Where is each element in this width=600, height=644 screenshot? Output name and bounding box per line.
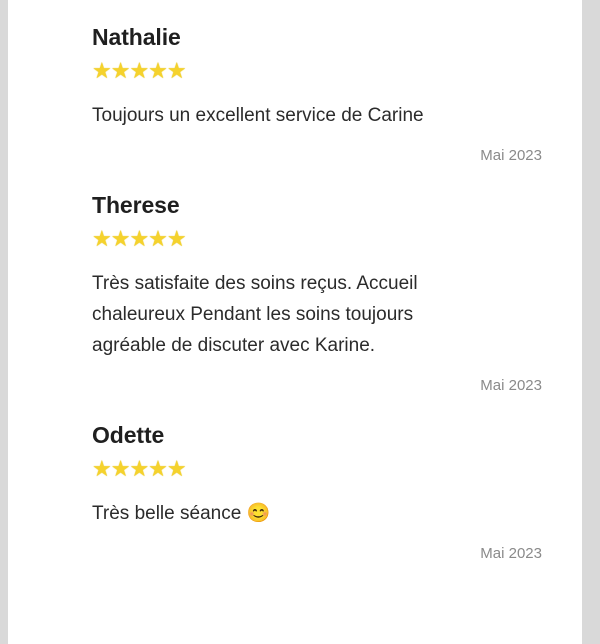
reviewer-name: Therese: [92, 192, 180, 218]
reviews-list: [8, 0, 582, 562]
list-item: [8, 0, 582, 164]
review-date: Mai 2023: [480, 147, 542, 164]
star-rating-icon: ★★★★★: [92, 226, 186, 251]
reviewer-name: Odette: [92, 422, 165, 448]
review-text: Toujours un excellent service de Carine: [92, 105, 424, 126]
review-date: Mai 2023: [480, 545, 542, 562]
star-rating-icon: ★★★★★: [92, 58, 186, 83]
review-text: Très satisfaite des soins reçus. Accueil chaleureux Pendant les soins toujours agréable de discuter avec Karine.: [92, 273, 418, 356]
list-item: [8, 394, 582, 562]
review-date: Mai 2023: [480, 377, 542, 394]
list-item: [8, 164, 582, 394]
star-rating-icon: ★★★★★: [92, 456, 186, 481]
reviews-card: [8, 0, 582, 644]
reviewer-name: Nathalie: [92, 24, 181, 50]
review-text: Très belle séance 😊: [92, 503, 271, 524]
